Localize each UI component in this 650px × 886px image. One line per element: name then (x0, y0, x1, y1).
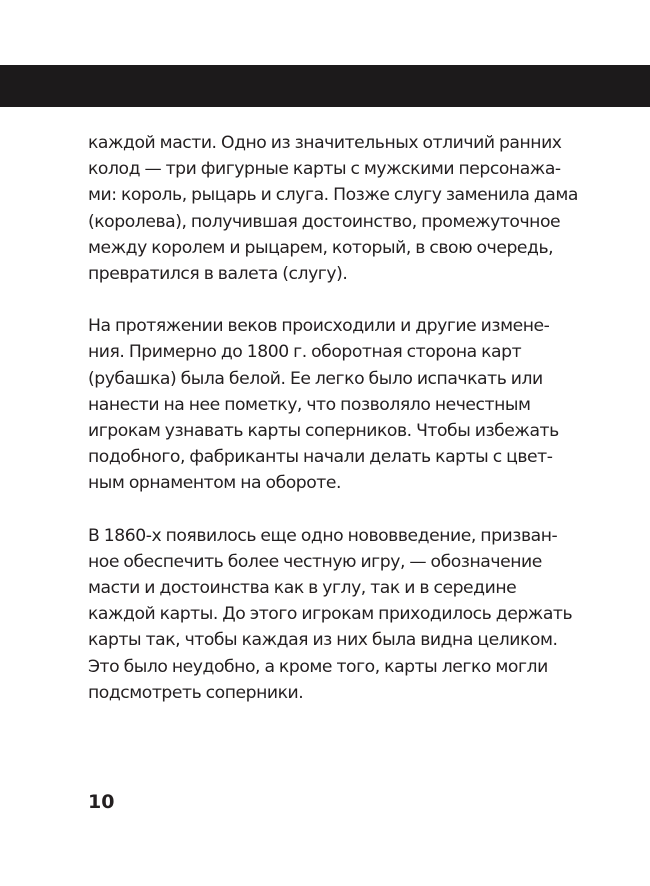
text-line: нанести на нее пометку, что позволяло нечестным (88, 394, 531, 415)
text-line: колод — три фигурные карты с мужскими персонажа- (88, 159, 561, 180)
text-line: карты так, чтобы каждая из них была видна целиком. (88, 630, 558, 651)
text-line: превратился в валета (слугу). (88, 264, 348, 285)
text-line: (рубашка) была белой. Ее легко было испачкать или (88, 368, 543, 389)
text-line: подобного, фабриканты начали делать карты с цвет- (88, 447, 553, 468)
text-line: игрокам узнавать карты соперников. Чтобы избежать (88, 421, 559, 442)
text-line: ния. Примерно до 1800 г. оборотная сторона карт (88, 342, 522, 363)
header-band (0, 65, 650, 107)
text-line: На протяжении веков происходили и другие измене- (88, 316, 550, 337)
text-line: масти и достоинства как в углу, так и в середине (88, 578, 517, 599)
paragraph-1 (88, 130, 593, 287)
text-line: каждой карты. До этого игрокам приходилось держать (88, 604, 573, 625)
text-line: Это было неудобно, а кроме того, карты легко могли (88, 656, 548, 677)
text-line: каждой масти. Одно из значительных отличий ранних (88, 133, 562, 153)
text-line: ное обеспечить более честную игру, — обозначение (88, 551, 542, 572)
page-number: 10 (88, 791, 115, 813)
text-line: между королем и рыцарем, который, в свою очередь, (88, 237, 554, 258)
paragraph-3 (88, 523, 593, 706)
body-text (88, 130, 593, 706)
paragraph-2 (88, 313, 593, 496)
text-line: ным орнаментом на обороте. (88, 473, 342, 494)
text-line: ми: король, рыцарь и слуга. Позже слугу заменила дама (88, 185, 578, 206)
text-line: В 1860-х появилось еще одно нововведение, призван- (88, 525, 558, 546)
text-line: подсмотреть соперники. (88, 682, 304, 703)
text-line: (королева), получившая достоинство, промежуточное (88, 211, 561, 232)
